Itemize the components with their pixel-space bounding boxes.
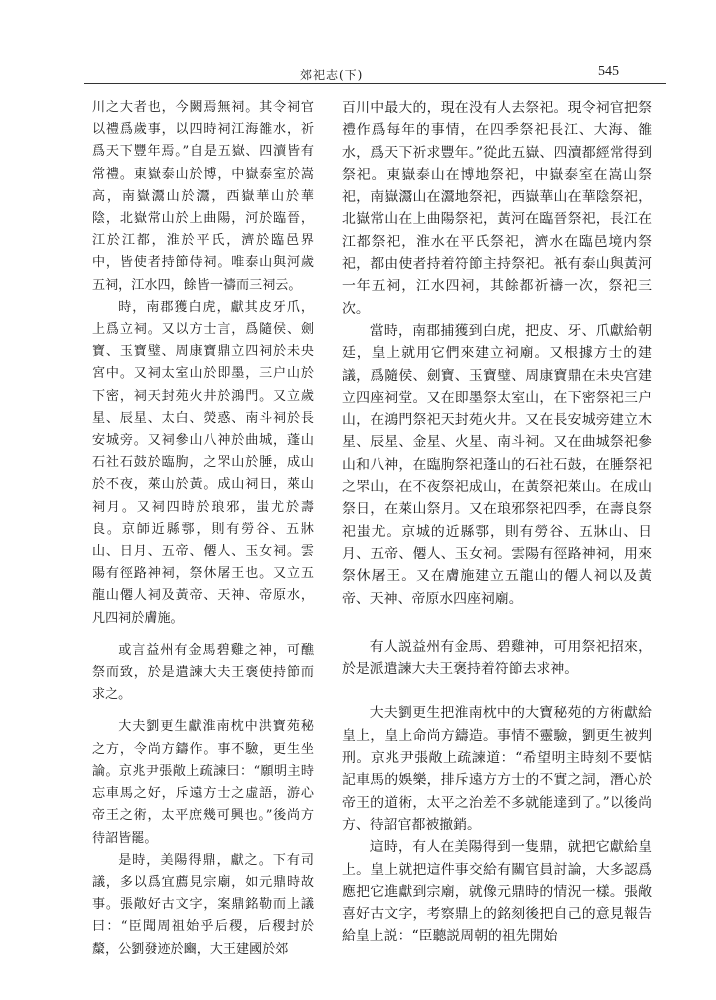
translation-paragraph: 這時，有人在美陽得到一隻鼎，就把它獻給皇上。皇上就把這件事交給有關官員討論，大多認爲應把它進獻到宗廟，就像元鼎時的情況一樣。張敞喜好古文字，考察鼎上的銘刻後把自己的意見報告給皇上説：“臣聽説周朝的祖先開始 xyxy=(342,839,652,945)
classical-paragraph: 是時，美陽得鼎，獻之。下有司議，多以爲宜薦見宗廟，如元鼎時故事。張敞好古文字，案鼎銘勒而上議曰：“臣聞周祖始乎后稷，后稷封於斄，公劉發迹於豳，大王建國於郊 xyxy=(92,852,314,957)
paragraph-gap xyxy=(342,680,652,702)
classical-paragraph: 或言益州有金馬碧雞之神，可醮祭而致，於是遣諫大夫王褒使持節而求之。 xyxy=(92,642,314,703)
paragraph-gap xyxy=(92,630,314,640)
running-title: 郊祀志(下) xyxy=(300,68,364,82)
classical-text-column xyxy=(92,97,314,961)
translation-column xyxy=(342,97,652,948)
paragraph-gap xyxy=(342,610,652,636)
classical-paragraph: 川之大者也，今闕焉無祠。其令祠官以禮爲歲事，以四時祠江海雒水，祈爲天下豐年焉。”自是五嶽、四瀆皆有常禮。東嶽泰山於博，中嶽泰室於嵩高，南嶽灊山於灊，西嶽華山於華陰，北嶽常山於上曲陽，河於臨晉，江於江都，淮於平氏，濟於臨邑界中，皆使者持節侍祠。唯泰山與河歲五祠，江水四，餘皆一禱而三祠云。 xyxy=(92,100,314,293)
translation-paragraph: 有人説益州有金馬、碧雞神，可用祭祀招來，於是派遣諫大夫王褒持着符節去求神。 xyxy=(342,638,652,678)
classical-paragraph: 大夫劉更生獻淮南枕中洪寶苑秘之方，令尚方鑄作。事不驗，更生坐論。京兆尹張敞上疏諫曰：“願明主時忘車馬之好，斥遠方士之虛語，游心帝王之術，太平庶幾可興也。”後尚方待詔皆罷。 xyxy=(92,719,314,846)
page-number: 545 xyxy=(598,64,619,79)
page-header xyxy=(0,0,716,82)
translation-paragraph: 百川中最大的，現在没有人去祭祀。現令祠官把祭禮作爲每年的事情，在四季祭祀長江、大海、雒水，爲天下祈求豐年。”從此五嶽、四瀆都經常得到祭祀。東嶽泰山在博地祭祀，中嶽泰室在嵩山祭祀，南嶽灊山在灊地祭祀，西嶽華山在華陰祭祀，北嶽常山在上曲陽祭祀，黃河在臨晉祭祀，長江在江都祭祀，淮水在平氏祭祀，濟水在臨邑境内祭祀，都由使者持着符節主持祭祀。衹有泰山與黃河一年五祠，江水四祠，其餘都祈禱一次，祭祀三次。 xyxy=(342,100,652,317)
translation-paragraph: 大夫劉更生把淮南枕中的大寶秘苑的方術獻給皇上，皇上命尚方鑄造。事情不靈驗，劉更生被判刑。京兆尹張敞上疏諫道：“希望明主時刻不要惦記車馬的娛樂，排斥遠方方士的不實之詞，潛心於帝王的道術，太平之治差不多就能達到了。”以後尚方、待詔官都被撤銷。 xyxy=(342,705,652,833)
paragraph-gap xyxy=(92,706,314,716)
classical-paragraph: 時，南郡獲白虎，獻其皮牙爪，上爲立祠。又以方士言，爲隨侯、劍寶、玉寶璧、周康寶鼎立四祠於未央宮中。又祠太室山於即墨，三户山於下密，祠天封苑火井於鴻門。又立歲星、辰星、太白、熒惑、南斗祠於長安城旁。又祠參山八神於曲城，蓬山石社石鼓於臨朐，之罘山於腄，成山於不夜，萊山於黃。成山祠日，萊山祠月。又祠四時於琅邪，蚩尤於壽良。京師近縣鄠，則有勞谷、五牀山、日月、五帝、僊人、玉女祠。雲陽有徑路神祠，祭休屠王也。又立五龍山僊人祠及黃帝、天神、帝原水，凡四祠於膚施。 xyxy=(92,299,314,626)
header-rule xyxy=(84,83,666,84)
translation-paragraph: 當時，南郡捕獲到白虎，把皮、牙、爪獻給朝廷，皇上就用它們來建立祠廟。又根據方士的建議，爲隨侯、劍寶、玉寶璧、周康寶鼎在未央宫建立四座祠堂。又在即墨祭太室山，在下密祭祀三户山，在鴻門祭祀天封苑火井。又在長安城旁建立木星、辰星、金星、火星、南斗祠。又在曲城祭祀參山和八神，在臨朐祭祀蓬山的石社石鼓，在腄祭祀之罘山，在不夜祭祀成山，在黃祭祀萊山。在成山祭日，在萊山祭月。又在琅邪祭祀四季，在壽良祭祀蚩尤。京城的近縣鄠，則有勞谷、五牀山、日月、五帝、僊人、玉女祠。雲陽有徑路神祠，用來祭休屠王。又在膚施建立五龍山的僊人祠以及黃帝、天神、帝原水四座祠廟。 xyxy=(342,322,652,607)
